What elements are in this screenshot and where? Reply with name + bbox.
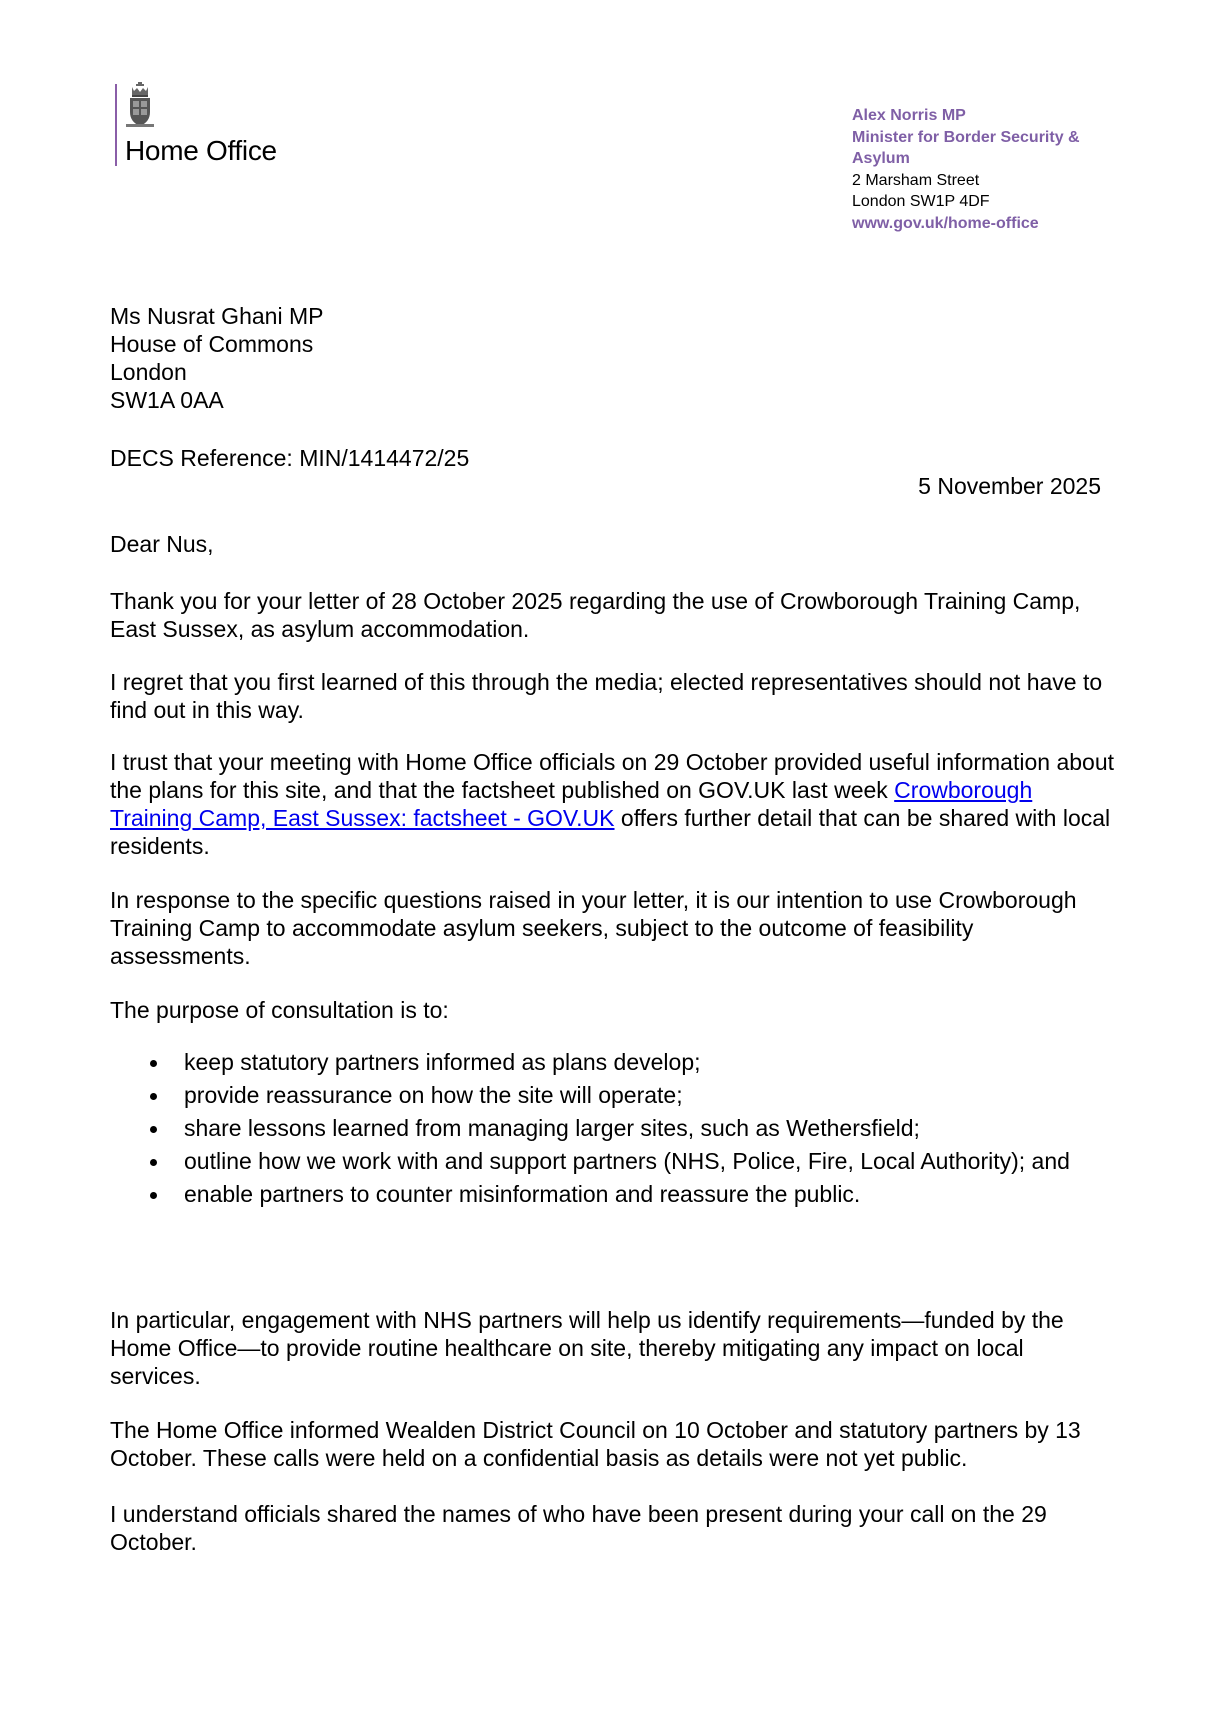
- body-paragraph: [110, 748, 1115, 860]
- recipient-name: Ms Nusrat Ghani MP: [110, 303, 324, 329]
- body-paragraph: The purpose of consultation is to:: [110, 997, 449, 1023]
- list-item: provide reassurance on how the site will operate;: [150, 1081, 1110, 1109]
- body-paragraph: In response to the specific questions raised in your letter, it is our intention to use Crowborough Training Camp to accommodate asylum seekers, subject to the outcome of feasibility assessments.: [110, 887, 1077, 969]
- letter-date: 5 November 2025: [918, 473, 1101, 499]
- list-item: outline how we work with and support partners (NHS, Police, Fire, Local Authority); and: [150, 1147, 1110, 1175]
- salutation: Dear Nus,: [110, 531, 214, 557]
- body-paragraph: The Home Office informed Wealden District Council on 10 October and statutory partners by 13 October. These calls were held on a confidential basis as details were not yet public.: [110, 1417, 1081, 1471]
- bullet-icon: [150, 1060, 157, 1067]
- sender-name: Alex Norris MP: [852, 107, 966, 124]
- sender-block: [852, 105, 1152, 234]
- list-item: keep statutory partners informed as plans develop;: [150, 1048, 1110, 1076]
- consultation-purpose-list: [150, 1048, 1110, 1213]
- bullet-icon: [150, 1093, 157, 1100]
- bullet-icon: [150, 1126, 157, 1133]
- royal-crest-icon: [124, 82, 156, 128]
- reference-number: DECS Reference: MIN/1414472/25: [110, 445, 470, 471]
- bullet-icon: [150, 1159, 157, 1166]
- sender-website[interactable]: www.gov.uk/home-office: [852, 214, 1039, 232]
- bullet-icon: [150, 1192, 157, 1199]
- recipient-line: London: [110, 359, 187, 385]
- logo-divider: [115, 84, 117, 166]
- department-name: Home Office: [125, 135, 277, 166]
- list-item: enable partners to counter misinformation and reassure the public.: [150, 1180, 1110, 1208]
- body-paragraph: Thank you for your letter of 28 October 2025 regarding the use of Crowborough Training Camp, East Sussex, as asylum accommodation.: [110, 588, 1081, 642]
- paragraph-text: I trust that your meeting with Home Office officials on 29 October provided useful information about the plans for this site, and that the factsheet published on GOV.UK last week: [110, 749, 1115, 803]
- paragraph-text: offers further detail that can be shared with local residents.: [110, 805, 1111, 859]
- body-paragraph: I regret that you first learned of this through the media; elected representatives should not have to find out in this way.: [110, 669, 1103, 723]
- recipient-postcode: SW1A 0AA: [110, 387, 224, 413]
- body-paragraph: In particular, engagement with NHS partners will help us identify requirements—funded by the Home Office—to provide routine healthcare on site, thereby mitigating any impact on local services.: [110, 1307, 1064, 1389]
- sender-role-cont: Asylum: [852, 150, 910, 167]
- list-item: share lessons learned from managing larger sites, such as Wethersfield;: [150, 1114, 1110, 1142]
- recipient-address: [110, 302, 323, 414]
- body-paragraph: I understand officials shared the names of who have been present during your call on the 29 October.: [110, 1501, 1047, 1555]
- recipient-line: House of Commons: [110, 331, 314, 357]
- factsheet-link[interactable]: Crowborough Training Camp, East Sussex: factsheet - GOV.UK: [110, 777, 1033, 831]
- sender-address-city: London SW1P 4DF: [852, 193, 990, 210]
- sender-role: Minister for Border Security &: [852, 128, 1080, 146]
- sender-address-street: 2 Marsham Street: [852, 171, 980, 189]
